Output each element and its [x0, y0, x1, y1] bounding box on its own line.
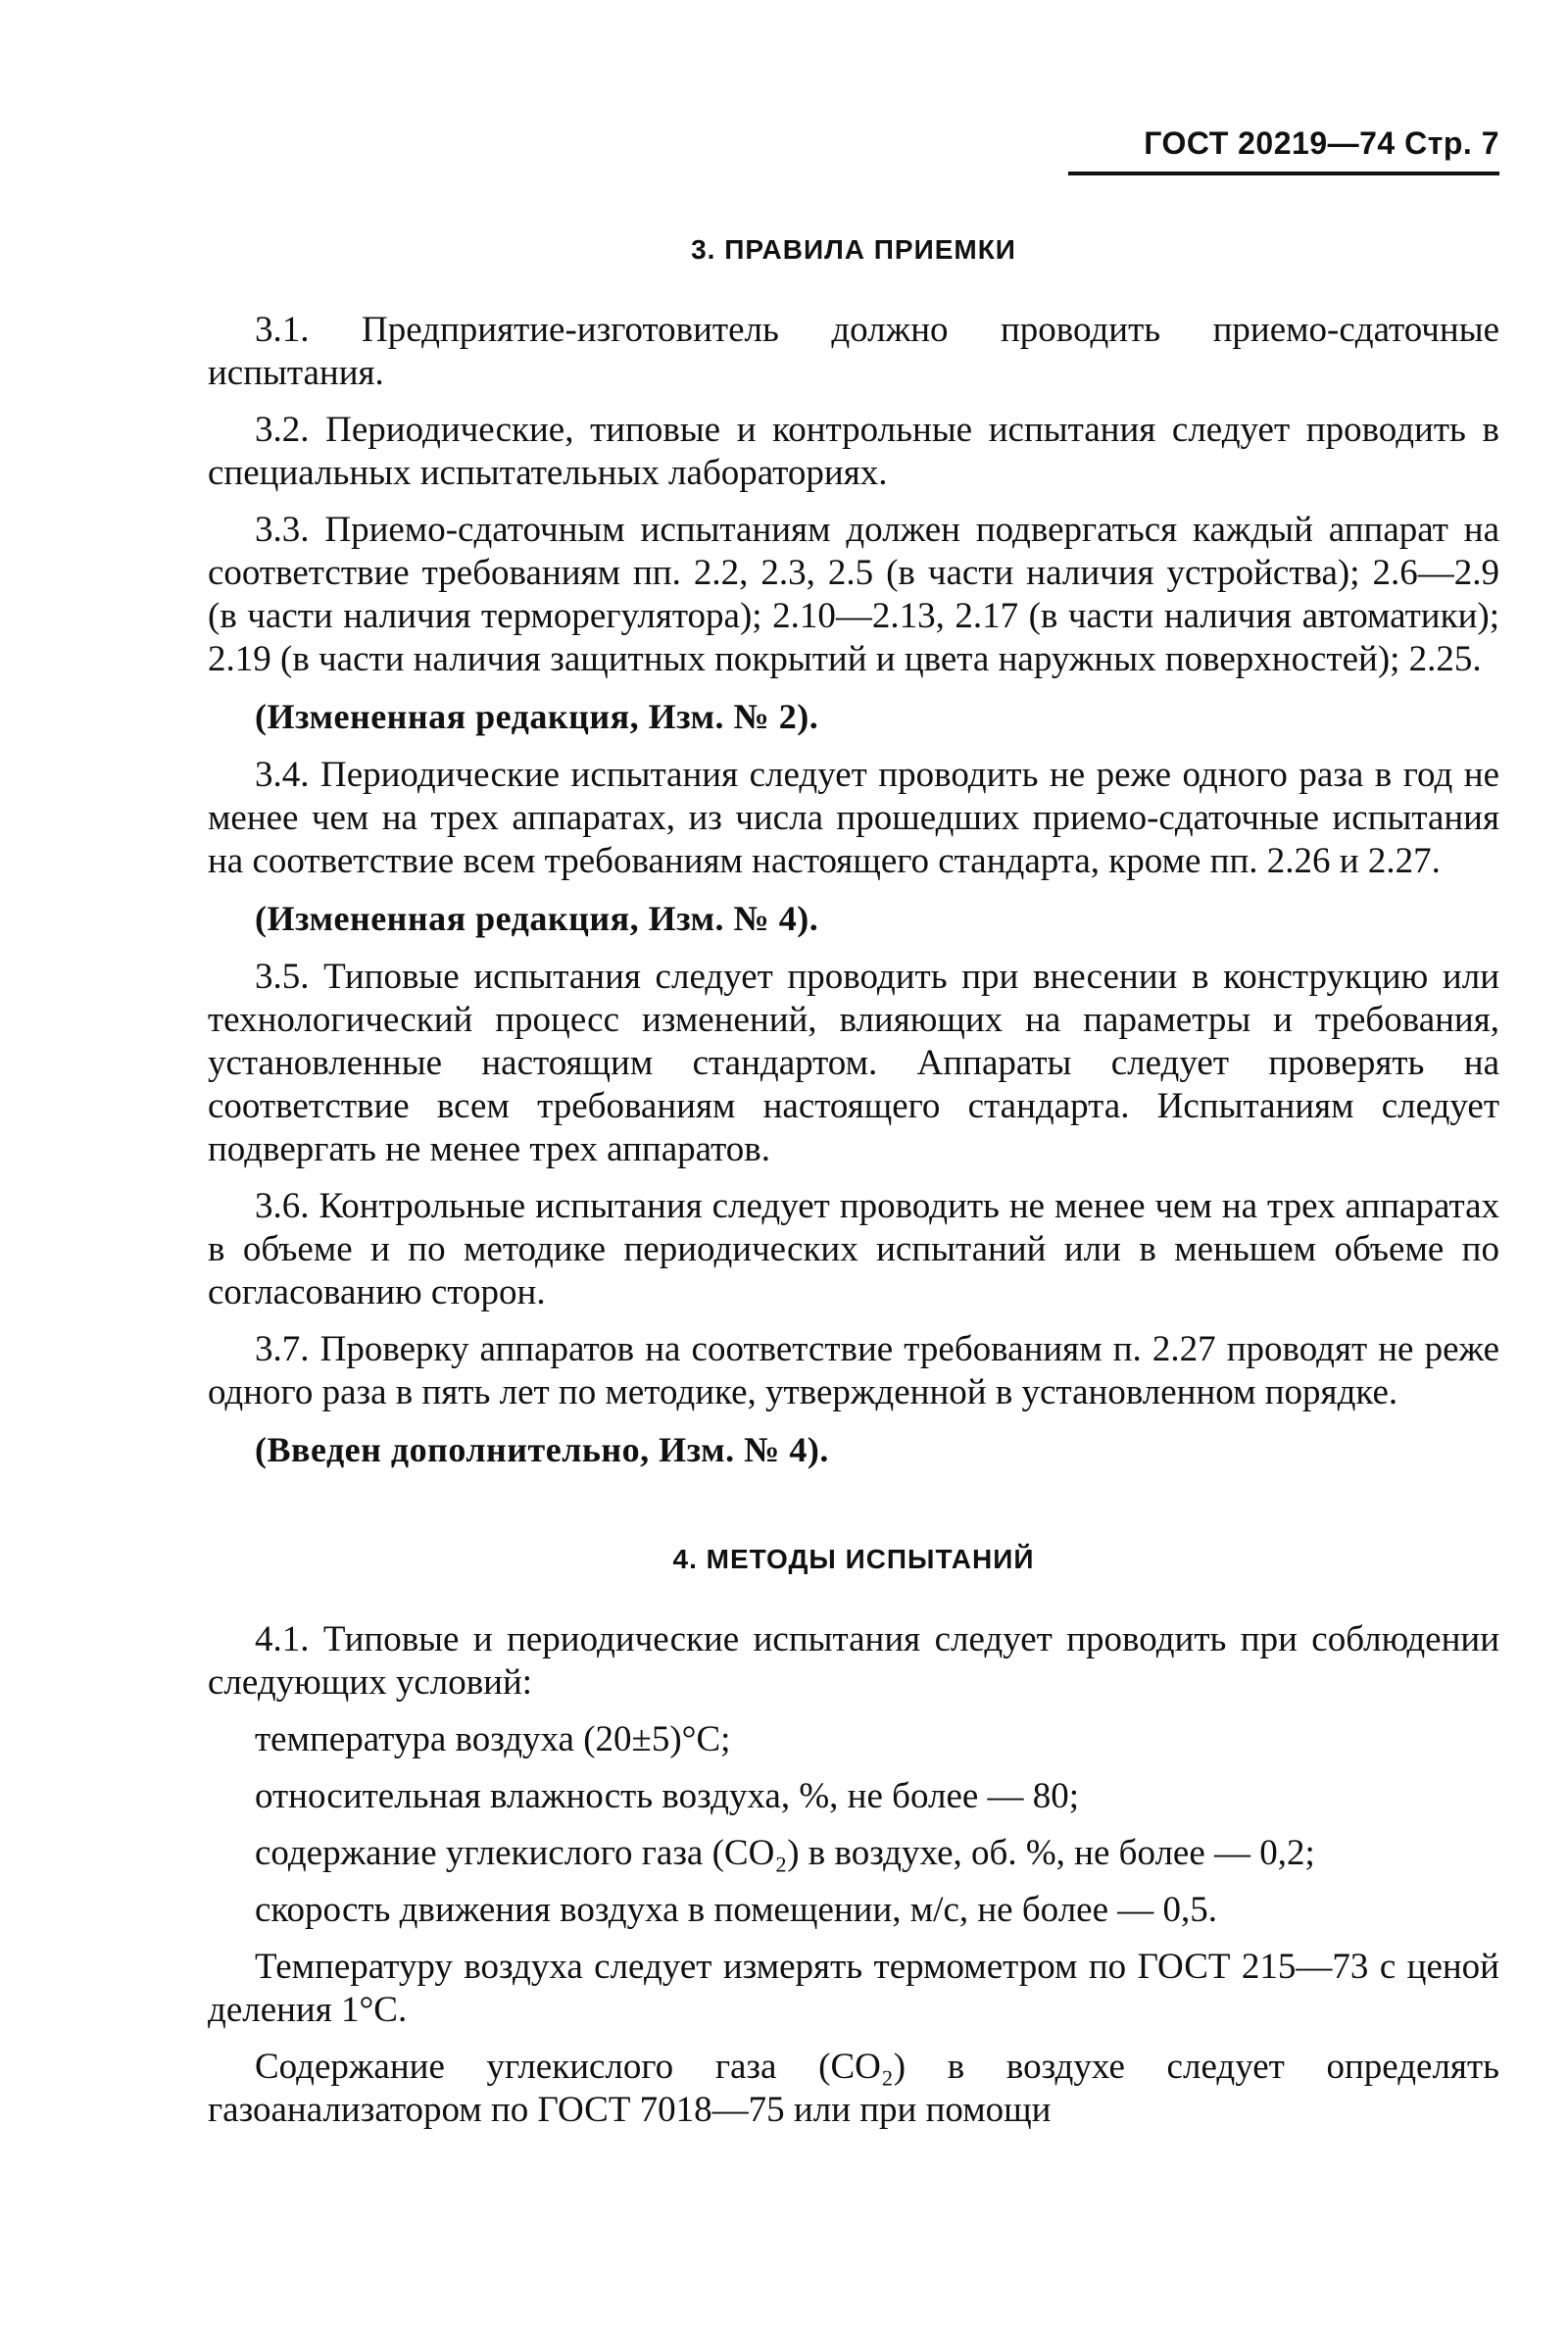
- paragraph-3-2: 3.2. Периодические, типовые и контрольные испытания следует проводить в специальных испытательных лабораториях.: [208, 410, 1499, 493]
- condition-co2: содержание углекислого газа (СО₂) в воздухе, об. %, не более — 0,2;: [255, 1833, 1315, 1873]
- amendment-note-3-3: (Измененная редакция, Изм. № 2).: [255, 697, 819, 736]
- paragraph-3-5: 3.5. Типовые испытания следует проводить при внесении в конструкцию или технологический процесс изменений, влияющих на параметры и требования, установленные настоящим стандартом. Аппараты следует проверять на соответствие всем требованиям настоящего стандарта. Испытаниям следует подвергать не менее трех аппаратов.: [208, 957, 1499, 1169]
- paragraph-3-1: 3.1. Предприятие-изготовитель должно проводить приемо-сдаточные испытания.: [208, 310, 1499, 393]
- paragraph-4-1: 4.1. Типовые и периодические испытания следует проводить при соблюдении следующих условий:: [208, 1619, 1499, 1703]
- paragraph-3-6: 3.6. Контрольные испытания следует проводить не менее чем на трех аппаратах в объеме и по методике периодических испытаний или в меньшем объеме по согласованию сторон.: [208, 1186, 1499, 1312]
- condition-air-speed: скорость движения воздуха в помещении, м/с, не более — 0,5.: [255, 1890, 1217, 1930]
- paragraph-3-3: 3.3. Приемо-сдаточным испытаниям должен подвергаться каждый аппарат на соответствие требованиям пп. 2.2, 2.3, 2.5 (в части наличия устройства); 2.6—2.9 (в части наличия терморегулятора); 2.10—2.13, 2.17 (в части наличия автоматики); 2.19 (в части наличия защитных покрытий и цвета наружных поверхностей); 2.25.: [208, 510, 1499, 679]
- amendment-note-3-4: (Измененная редакция, Изм. № 4).: [255, 899, 819, 938]
- document-body: [208, 230, 1499, 2146]
- amendment-note-3-7: (Введен дополнительно, Изм. № 4).: [255, 1430, 829, 1469]
- section-heading-acceptance-rules: 3. ПРАВИЛА ПРИЕМКИ: [691, 234, 1016, 265]
- condition-humidity: относительная влажность воздуха, %, не более — 80;: [255, 1776, 1080, 1816]
- condition-temperature: температура воздуха (20±5)°С;: [255, 1719, 731, 1759]
- paragraph-3-4: 3.4. Периодические испытания следует проводить не реже одного раза в год не менее чем на трех аппаратах, из числа прошедших приемо-сдаточные испытания на соответствие всем требованиям настоящего стандарта, кроме пп. 2.26 и 2.27.: [208, 755, 1499, 881]
- paragraph-co2-measurement: Содержание углекислого газа (СО₂) в воздухе следует определять газоанализатором по ГОСТ 7018—75 или при помощи: [208, 2047, 1499, 2130]
- page-header: ГОСТ 20219—74 Стр. 7: [1068, 125, 1499, 175]
- paragraph-3-7: 3.7. Проверку аппаратов на соответствие требованиям п. 2.27 проводят не реже одного раза в пять лет по методике, утвержденной в установленном порядке.: [208, 1329, 1499, 1412]
- section-heading-test-methods: 4. МЕТОДЫ ИСПЫТАНИЙ: [672, 1544, 1035, 1574]
- paragraph-thermometer: Температуру воздуха следует измерять термометром по ГОСТ 215—73 с ценой деления 1°С.: [208, 1947, 1499, 2030]
